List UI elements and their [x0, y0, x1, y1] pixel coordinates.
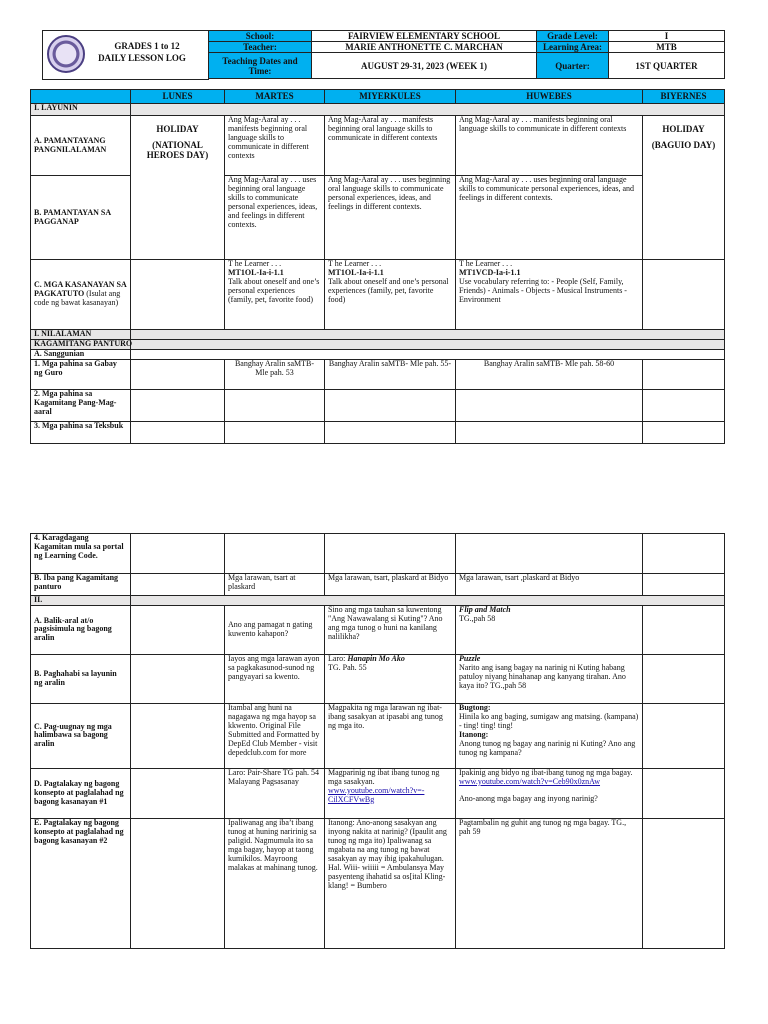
row-label-pagtalakay-1: D. Pagtalakay ng bagong konsepto at paglalahad ng bagong kasanayan #1: [31, 768, 131, 818]
hanapin-mo-ako-title: Hanapin Mo Ako: [347, 654, 405, 663]
cell-c-miyerkules: [325, 260, 456, 330]
pagtalakay1-huwebes-text: Ipakinig ang bidyo ng ibat-ibang tunog ng mga bagay.: [459, 768, 633, 777]
cell-r1-huwebes: Banghay Aralin saMTB- Mle pah. 58-60: [456, 360, 643, 390]
day-header-huwebes: HUWEBES: [456, 90, 643, 104]
day-header-lunes: LUNES: [131, 90, 225, 104]
c-miyerkules-intro: T he Learner . . .: [328, 259, 382, 268]
c-miyerkules-code: MT1OL-Ia-i-1.1: [328, 267, 384, 277]
cell-r1-miyerkules: Banghay Aralin saMTB- Mle pah. 55-: [325, 360, 456, 390]
grade-value: I: [609, 31, 725, 42]
c-martes-code: MT1OL-Ia-i-1.1: [228, 267, 284, 277]
cell-paghahabi-martes: Iayos ang mga larawan ayon sa pagkakasunod-sunod ng pangyayari sa kwento.: [225, 654, 325, 703]
day-header-miyerkules: MIYERKULES: [325, 90, 456, 104]
flip-and-match-title: Flip and Match: [459, 605, 511, 614]
holiday-lunes: [131, 116, 225, 260]
cell-balik-aral-martes: Ano ang pamagat n gating kuwento kahapon?: [225, 605, 325, 654]
c-martes-text: Talk about oneself and one’s personal experiences (family, pet, favorite food): [228, 276, 320, 304]
cell-kagamitan-martes: Mga larawan, tsart at plaskard: [225, 574, 325, 596]
cell-b-martes: Ang Mag-Aaral ay . . . uses beginning oral language skills to communicate personal experiences, ideas, and feelings in different contexts.: [225, 176, 325, 260]
kasanayan-title: C. MGA KASANAYAN SA PAGKATUTO: [34, 280, 127, 299]
holiday-biyernes-title: HOLIDAY: [662, 124, 705, 134]
c-huwebes-text: Use vocabulary referring to: - People (Self, Family, Friends) - Animals - Objects - Musical Instruments - Environment: [459, 276, 627, 304]
header-title-box: [42, 30, 209, 80]
cell-pag-uugnay-huwebes: [456, 703, 643, 768]
itanong-heading: Itanong:: [459, 729, 489, 739]
youtube-link-sounds[interactable]: www.youtube.com/watch?v=Ceb90x0znAw: [459, 776, 601, 786]
teacher-value: MARIE ANTHONETTE C. MARCHAN: [312, 42, 537, 53]
itanong-text: Anong tunog ng bagay ang narinig ni Kuting? Ano ang tunog ng kampana?: [459, 738, 636, 757]
row-label-pagtalakay-2: E. Pagtalakay ng bagong konsepto at paglalahad ng bagong kasanayan #2: [31, 818, 131, 948]
holiday-lunes-note: (NATIONAL HEROES DAY): [146, 140, 209, 161]
laro-prefix: Laro:: [328, 654, 348, 663]
header-info-table: [208, 30, 725, 79]
c-martes-intro: T he Learner . . .: [228, 259, 282, 268]
quarter-label: Quarter:: [537, 53, 609, 79]
row-label-pag-uugnay: C. Pag-uugnay ng mga halimbawa sa bagong aralin: [31, 703, 131, 768]
dates-label: Teaching Dates and Time:: [209, 53, 312, 79]
c-huwebes-code: MT1VCD-Ia-i-1.1: [459, 267, 521, 277]
bugtong-heading: Bugtong:: [459, 703, 491, 712]
cell-pag-uugnay-miyerkules: Magpakita ng mga larawan ng ibat-ibang sasakyan at ipasabi ang tunog ng mga ito.: [325, 703, 456, 768]
cell-b-huwebes: Ang Mag-Aaral ay . . . uses beginning oral language skills to communicate personal experiences, ideas, and feelings in different contexts.: [456, 176, 643, 260]
lesson-log-table-2: [30, 533, 725, 949]
row-label-gabay-ng-guro: 1. Mga pahina sa Gabay ng Guro: [31, 360, 131, 390]
section-kagamitan: KAGAMITANG PANTURO: [31, 340, 131, 350]
cell-balik-aral-miyerkules: Sino ang mga tauhan sa kuwentong "Ang Nawawalang si Kuting"? Ano ang mga tunog o huni na kanilang nalilikha?: [325, 605, 456, 654]
cell-kagamitan-miyerkules: Mga larawan, tsart, plaskard at Bidyo: [325, 574, 456, 596]
title-line2: DAILY LESSON LOG: [98, 53, 186, 63]
cell-pagtalakay2-miyerkules: Itanong: Ano-anong sasakyan ang inyong nakita at narinig? (Ipaulit ang tunog ng mga ito) Ipaliwanag sa mgabata na ang tunog ng bawat sasakyan ay may ibig ipakahulugan. Hal. Wiii- wiiiii = Ambulansya May pasyenteng ihahatid sa os[ital Kling-klang! = Bumbero: [325, 818, 456, 948]
hanapin-ref: TG. Pah. 55: [328, 662, 367, 672]
puzzle-title: Puzzle: [459, 654, 481, 663]
lesson-log-table-1: [30, 89, 725, 444]
row-label-iba-pang-kagamitan: B. Iba pang Kagamitang panturo: [31, 574, 131, 596]
cell-kagamitan-huwebes: Mga larawan, tsart ,plaskard at Bidyo: [456, 574, 643, 596]
row-label-pamantayang-pangnilalaman: A. PAMANTAYANG PANGNILALAMAN: [31, 116, 131, 176]
holiday-biyernes: [643, 116, 725, 260]
cell-c-huwebes: [456, 260, 643, 330]
section-nilalaman: I. NILALAMAN: [31, 330, 131, 340]
holiday-lunes-title: HOLIDAY: [156, 124, 199, 134]
school-value: FAIRVIEW ELEMENTARY SCHOOL: [312, 31, 537, 42]
row-label-sanggunian: A. Sanggunian: [31, 350, 131, 360]
cell-b-miyerkules: Ang Mag-Aaral ay . . . uses beginning oral language skills to communicate personal experiences, ideas, and feelings in different contexts.: [325, 176, 456, 260]
cell-a-miyerkules: Ang Mag-Aaral ay . . . manifests beginning oral language skills to communicate in different contexts: [325, 116, 456, 176]
cell-pag-uugnay-martes: Itambal ang huni na nagagawa ng mga hayop sa kkwento. Original File Submitted and Formatted by DepEd Club Member - visit depedclub.com for more: [225, 703, 325, 768]
cell-paghahabi-miyerkules: [325, 654, 456, 703]
holiday-biyernes-note: (BAGUIO DAY): [651, 140, 716, 151]
flip-and-match-ref: TG.,pah 58: [459, 613, 496, 623]
kasanayan-note: (Isulat ang code ng bawat kasanayan): [34, 289, 121, 307]
row-label-kagamitang-pang-mag-aaral: 2. Mga pahina sa Kagamitang Pang-Mag-aaral: [31, 390, 131, 422]
cell-paghahabi-huwebes: [456, 654, 643, 703]
cell-pagtalakay2-huwebes: Pagtambalin ng guhit ang tunog ng mga bagay. TG., pah 59: [456, 818, 643, 948]
c-huwebes-intro: T he Learner . . .: [459, 259, 513, 268]
pagtalakay1-miyerkules-text: Magparinig ng ibat ibang tunog ng mga sasakyan.: [328, 768, 440, 786]
row-label-kasanayan: [31, 260, 131, 330]
bugtong-text: Hinila ko ang baging, sumigaw ang matsing. (kampana) - ting! ting! ting!: [459, 711, 639, 730]
area-value: MTB: [609, 42, 725, 53]
c-miyerkules-text: Talk about oneself and one’s personal experiences (family, pet, favorite food): [328, 276, 449, 304]
section-layunin: I. LAYUNIN: [31, 104, 131, 116]
cell-pagtalakay1-martes: Laro: Pair-Share TG pah. 54 Malayang Pagsasanay: [225, 768, 325, 818]
row-label-paghahabi: B. Paghahabi sa layunin ng aralin: [31, 654, 131, 703]
puzzle-text: Narito ang isang bagay na narinig ni Kuting habang patuloy niyang hinahanap ang kanyang tirahan. Ano kaya ito? TG.,pah 58: [459, 662, 626, 690]
row-label-teksbuk: 3. Mga pahina sa Teksbuk: [31, 422, 131, 444]
cell-balik-aral-huwebes: [456, 605, 643, 654]
row-label-learning-portal: 4. Karagdagang Kagamitan mula sa portal ng Learning Code.: [31, 534, 131, 574]
row-label-balik-aral: A. Balik-aral at/o pagsisimula ng bagong aralin: [31, 605, 131, 654]
corner-cell: [31, 90, 131, 104]
day-header-martes: MARTES: [225, 90, 325, 104]
cell-a-huwebes: Ang Mag-Aaral ay . . . manifests beginning oral language skills to communicate in different contexts: [456, 116, 643, 176]
row-label-pamantayan-sa-pagganap: B. PAMANTAYAN SA PAGGANAP: [31, 176, 131, 260]
youtube-link-vehicles[interactable]: www.youtube.com/watch?v=-CilXCFVwBg: [328, 785, 425, 804]
day-header-biyernes: BIYERNES: [643, 90, 725, 104]
cell-pagtalakay1-miyerkules: [325, 768, 456, 818]
title-line1: GRADES 1 to 12: [114, 41, 180, 51]
grade-label: Grade Level:: [537, 31, 609, 42]
cell-a-martes: Ang Mag-Aaral ay . . . manifests beginning oral language skills to communicate in different contexts: [225, 116, 325, 176]
dates-value: AUGUST 29-31, 2023 (WEEK 1): [312, 53, 537, 79]
area-label: Learning Area:: [537, 42, 609, 53]
quarter-value: 1ST QUARTER: [609, 53, 725, 79]
cell-pagtalakay1-huwebes: [456, 768, 643, 818]
cell-pagtalakay2-martes: Ipaliwanag ang iba’t ibang tunog at huning naririnig sa paligid. Nagmumula ito sa mga bagay, hayop at taong kumikilos. Mayroong malakas at mahinang tunog.: [225, 818, 325, 948]
cell-r1-martes: Banghay Aralin saMTB- Mle pah. 53: [225, 360, 325, 390]
school-label: School:: [209, 31, 312, 42]
cell-c-martes: [225, 260, 325, 330]
pagtalakay1-huwebes-question: Ano-anong mga bagay ang inyong narinig?: [459, 793, 598, 803]
section-ii: II.: [31, 596, 131, 606]
teacher-label: Teacher:: [209, 42, 312, 53]
